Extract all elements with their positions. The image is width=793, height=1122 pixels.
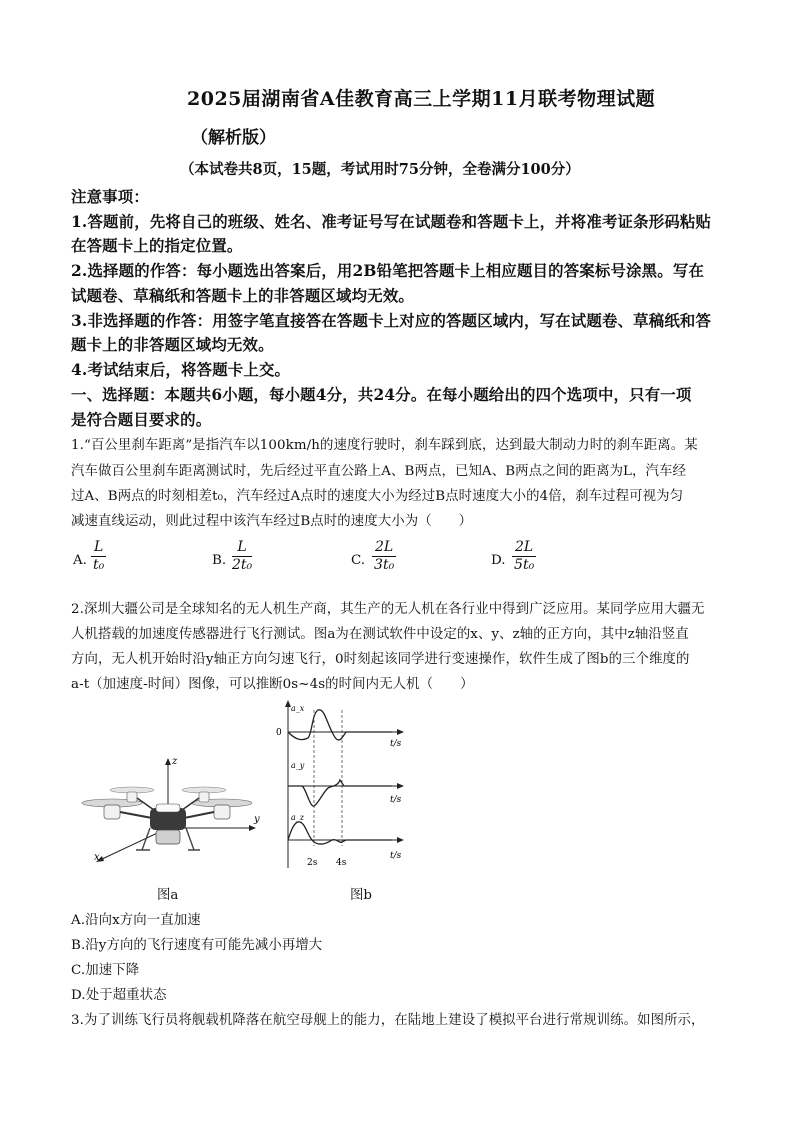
notice-line: 题卡上的非答题区域均无效。 [71,336,274,354]
option-b-fraction [232,539,252,574]
fraction-denominator: t₀ [93,557,105,573]
fraction-numerator: 2L [512,539,536,557]
question-1-text: 减速直线运动，则此过程中该汽车经过B点时的速度大小为（ ） [71,514,473,529]
x-axis-label: x [94,852,100,863]
question-2-option-d: D.处于超重状态 [71,988,167,1003]
question-1-text: 汽车做百公里刹车距离测试时，先后经过平直公路上A、B两点，已知A、B两点之间的距离为L，汽车经 [71,464,687,479]
option-b-label: B. [212,553,227,568]
figure-a-drone [72,748,272,873]
question-1-text: 1.“百公里刹车距离”是指汽车以100km/h的速度行驶时，刹车踩到底，达到最大制动力时的刹车距离。某 [71,438,698,453]
question-2-option-c: C.加速下降 [71,963,140,978]
tick-label-4s: 4s [336,858,347,868]
page-title: 2025届湖南省A佳教育高三上学期11月联考物理试题 [187,88,656,110]
notice-line: 4.考试结束后，将答题卡上交。 [71,361,291,379]
fraction-denominator: 2t₀ [232,557,253,573]
notice-line: 2.选择题的作答：每小题选出答案后，用2B铅笔把答题卡上相应题目的答案标号涂黑。写在 [71,262,705,280]
section-heading: 是符合题目要求的。 [71,411,212,429]
notice-line: 3.非选择题的作答：用签字笔直接答在答题卡上对应的答题区域内，写在试题卷、草稿纸和答 [71,312,712,330]
notice-heading: 注意事项： [71,188,149,206]
exam-info: （本试卷共8页，15题，考试用时75分钟，全卷满分100分） [180,161,580,178]
option-a-label: A. [73,553,87,568]
fraction-numerator: L [91,539,106,557]
option-c-fraction [372,539,396,574]
notice-line: 试题卷、草稿纸和答题卡上的非答题区域均无效。 [71,287,414,305]
fraction-numerator: 2L [372,539,396,557]
y-axis-label: y [254,814,260,825]
panel-label-ay: a_y [291,761,305,770]
fraction-denominator: 3t₀ [374,557,395,573]
question-2-text: 人机搭载的加速度传感器进行飞行测试。图a为在测试软件中设定的x、y、z轴的正方向，其中z轴沿竖直 [71,627,689,642]
option-d-fraction [512,539,536,574]
question-3-text: 3.为了训练飞行员将舰载机降落在航空母舰上的能力，在陆地上建设了模拟平台进行常规训练。如图所示， [71,1013,705,1028]
page-subtitle: （解析版） [191,128,276,148]
section-heading: 一、选择题：本题共6小题，每小题4分，共24分。在每小题给出的四个选项中，只有一项 [71,386,692,404]
option-d-label: D. [491,553,506,568]
question-1-text: 过A、B两点的时刻相差t₀，汽车经过A点时的速度大小为经过B点时速度大小的4倍，刹车过程可视为匀 [71,489,684,504]
question-2-option-b: B.沿y方向的飞行速度有可能先减小再增大 [71,938,323,953]
t-axis-label: t/s [390,851,402,861]
panel-label-az: a_z [291,813,304,822]
figure-b-at-graphs [272,698,422,873]
t-axis-label: t/s [390,739,402,749]
z-axis-label: z [172,756,178,767]
t-axis-label: t/s [390,795,402,805]
origin-label: 0 [276,728,282,738]
figure-a-caption: 图a [157,888,179,903]
option-a-fraction [91,539,106,574]
option-c-label: C. [351,553,366,568]
fraction-numerator: L [232,539,252,557]
panel-label-ax: a_x [291,704,305,713]
fraction-denominator: 5t₀ [514,557,535,573]
question-2-text: a-t（加速度-时间）图像，可以推断0s~4s的时间内无人机（ ） [71,677,474,692]
tick-label-2s: 2s [307,858,318,868]
question-2-text: 2.深圳大疆公司是全球知名的无人机生产商，其生产的无人机在各行业中得到广泛应用。某同学应用大疆无 [71,602,705,617]
question-2-option-a: A.沿向x方向一直加速 [71,913,201,928]
question-2-text: 方向，无人机开始时沿y轴正方向匀速飞行，0时刻起该同学进行变速操作，软件生成了图b的三个维度的 [71,652,690,667]
notice-line: 1.答题前，先将自己的班级、姓名、准考证号写在试题卷和答题卡上，并将准考证条形码粘贴 [71,213,712,231]
figure-b-caption: 图b [350,888,372,903]
notice-line: 在答题卡上的指定位置。 [71,237,243,255]
